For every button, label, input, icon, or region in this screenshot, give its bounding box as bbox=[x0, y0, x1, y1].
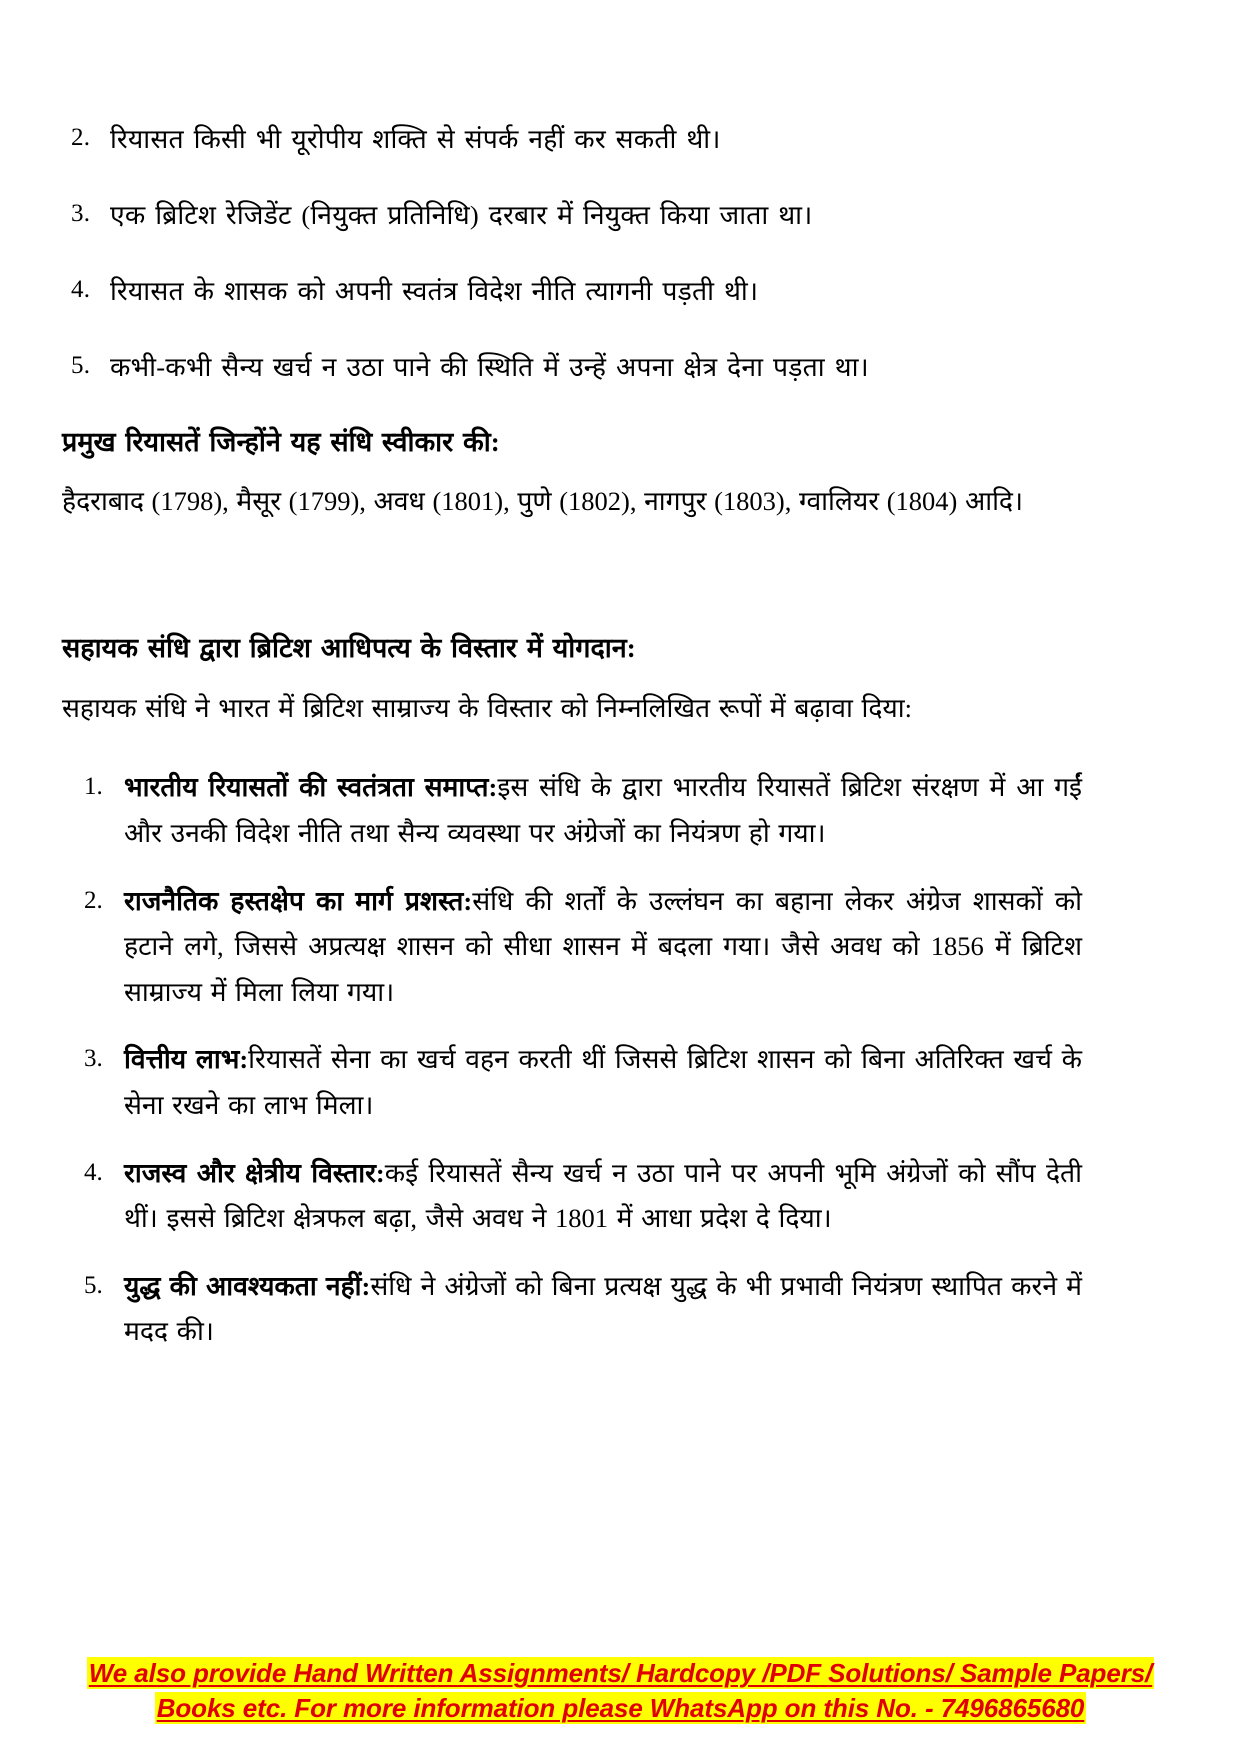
contribution-list bbox=[62, 765, 1082, 1354]
list-item-text: रियासत किसी भी यूरोपीय शक्ति से संपर्क नहीं कर सकती थी। bbox=[110, 124, 721, 154]
list-item bbox=[62, 194, 1082, 237]
list-item bbox=[62, 765, 1082, 856]
list-item bbox=[62, 270, 1082, 313]
list-item-lead: राजनैतिक हस्तक्षेप का मार्ग प्रशस्त: bbox=[124, 885, 473, 916]
promo-banner bbox=[0, 1656, 1241, 1726]
promo-line-1-text: We also provide Hand Written Assignments/ Hardcopy /PDF Solutions/ Sample Papers/ bbox=[88, 1657, 1153, 1688]
states-heading: प्रमुख रियासतें जिन्होंने यह संधि स्वीकार की: bbox=[62, 426, 500, 457]
list-item-text: कई रियासतें सैन्य खर्च न उठा पाने पर अपनी भूमि अंग्रेजों को सौंप देती थीं। इससे ब्रिटिश क्षेत्रफल बढ़ा, जैसे अवध ने 1801 में आधा प्रदेश दे दिया। bbox=[124, 1157, 1082, 1234]
list-item-text: संधि ने अंग्रेजों को बिना प्रत्यक्ष युद्ध के भी प्रभावी नियंत्रण स्थापित करने में मदद की। bbox=[124, 1270, 1083, 1347]
list-marker: 5. bbox=[71, 351, 91, 379]
list-marker: 4. bbox=[71, 275, 91, 303]
list-marker: 3. bbox=[71, 199, 91, 227]
promo-line-2 bbox=[0, 1691, 1241, 1726]
states-paragraph: हैदराबाद (1798), मैसूर (1799), अवध (1801), पुणे (1802), नागपुर (1803), ग्वालियर (1804) आदि। bbox=[62, 485, 1024, 516]
list-item-text: रियासत के शासक को अपनी स्वतंत्र विदेश नीति त्यागनी पड़ती थी। bbox=[110, 275, 759, 306]
list-item bbox=[62, 1151, 1082, 1242]
conditions-list bbox=[62, 118, 1082, 389]
list-item-text: इस संधि के द्वारा भारतीय रियासतें ब्रिटिश संरक्षण में आ गईं और उनकी विदेश नीति तथा सैन्य व्यवस्था पर अंग्रेजों का नियंत्रण हो गया। bbox=[124, 772, 1082, 849]
contribution-heading: सहायक संधि द्वारा ब्रिटिश आधिपत्य के विस्तार में योगदान: bbox=[62, 632, 636, 663]
list-item bbox=[62, 1037, 1082, 1128]
list-item bbox=[62, 879, 1082, 1016]
list-item bbox=[62, 1264, 1082, 1355]
promo-line-2-text: Books etc. For more information please WhatsApp on this No. - 7496865680 bbox=[156, 1692, 1085, 1723]
list-marker: 1. bbox=[84, 773, 103, 801]
list-item-lead: युद्ध की आवश्यकता नहीं: bbox=[124, 1270, 371, 1301]
list-item-lead: भारतीय रियासतों की स्वतंत्रता समाप्त: bbox=[124, 772, 498, 803]
list-item-text: एक ब्रिटिश रेजिडेंट (नियुक्त प्रतिनिधि) दरबार में नियुक्त किया जाता था। bbox=[110, 199, 813, 230]
list-marker: 3. bbox=[84, 1045, 103, 1073]
list-item-text: संधि की शर्तों के उल्लंघन का बहाना लेकर अंग्रेज शासकों को हटाने लगे, जिससे अप्रत्यक्ष शासन को सीधा शासन में बदला गया। जैसे अवध को 1856 में ब्रिटिश साम्राज्य में मिला लिया गया। bbox=[124, 885, 1082, 1007]
list-marker: 5. bbox=[84, 1271, 103, 1299]
list-item-text: रियासतें सेना का खर्च वहन करती थीं जिससे ब्रिटिश शासन को बिना अतिरिक्त खर्च के सेना रखने का लाभ मिला। bbox=[124, 1044, 1082, 1120]
list-marker: 4. bbox=[84, 1158, 103, 1186]
list-item-text: कभी-कभी सैन्य खर्च न उठा पाने की स्थिति में उन्हें अपना क्षेत्र देना पड़ता था। bbox=[110, 351, 869, 382]
list-item bbox=[62, 118, 1082, 161]
list-marker: 2. bbox=[84, 886, 103, 914]
list-item-lead: वित्तीय लाभ: bbox=[124, 1044, 249, 1075]
contribution-intro: सहायक संधि ने भारत में ब्रिटिश साम्राज्य के विस्तार को निम्नलिखित रूपों में बढ़ावा दिया: bbox=[62, 693, 912, 724]
list-item bbox=[62, 346, 1082, 389]
list-marker: 2. bbox=[71, 124, 91, 151]
list-item-lead: राजस्व और क्षेत्रीय विस्तार: bbox=[124, 1157, 385, 1188]
document-body bbox=[62, 118, 1082, 1377]
promo-line-1 bbox=[0, 1656, 1241, 1691]
